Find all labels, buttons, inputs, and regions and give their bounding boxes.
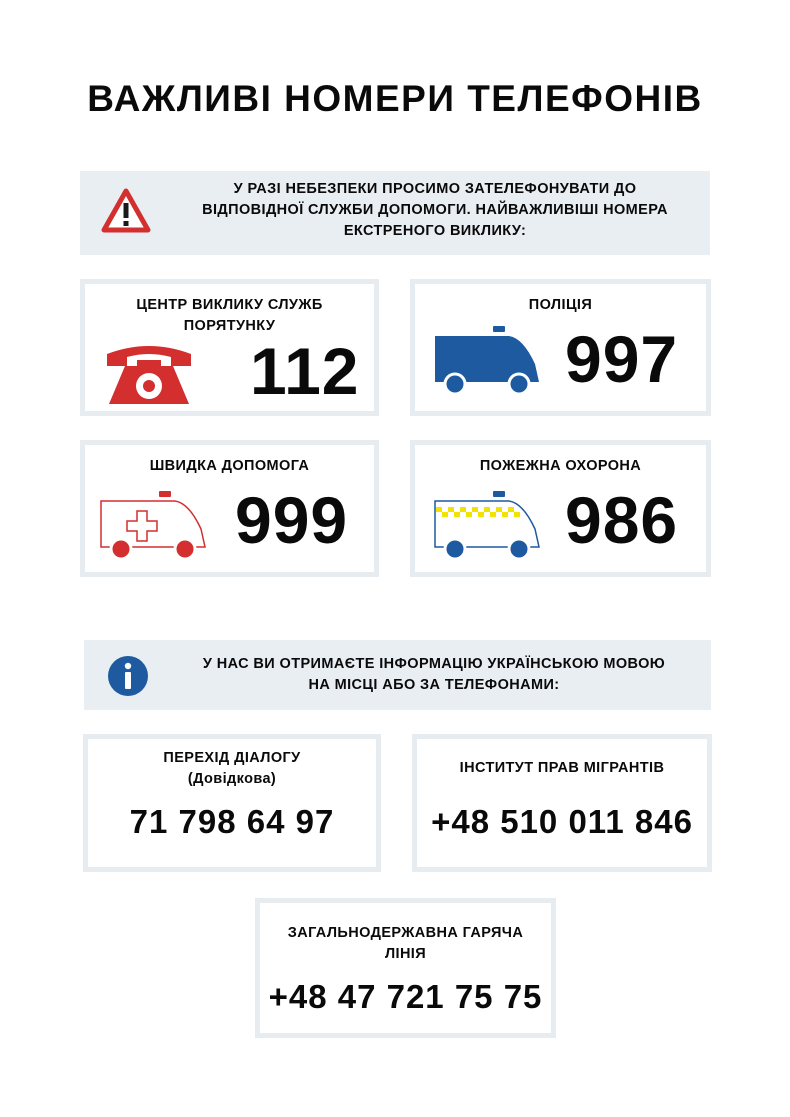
emergency-card-fire <box>410 440 711 577</box>
page-title: ВАЖЛИВІ НОМЕРИ ТЕЛЕФОНІВ <box>87 78 703 119</box>
card-label: ЦЕНТР ВИКЛИКУ СЛУЖБ ПОРЯТУНКУ <box>136 297 323 334</box>
info-text: У НАС ВИ ОТРИМАЄТЕ ІНФОРМАЦІЮ УКРАЇНСЬКОЮ МОВОЮ НА МІСЦІ АБО ЗА ТЕЛЕФОНАМИ: <box>202 656 666 693</box>
card-label: ПОЖЕЖНА ОХОРОНА <box>479 458 642 474</box>
emergency-card-rescue <box>80 279 379 416</box>
contact-number[interactable]: +48 510 011 846 <box>431 803 693 840</box>
emergency-number[interactable]: 986 <box>565 483 679 557</box>
card-label: ПОЛІЦІЯ <box>528 297 593 313</box>
contact-card-migrants <box>412 734 712 872</box>
warning-icon <box>100 187 152 235</box>
card-label: ШВИДКА ДОПОМОГА <box>149 458 310 474</box>
contact-number[interactable]: 71 798 64 97 <box>129 803 335 840</box>
info-banner <box>84 640 711 710</box>
emergency-number[interactable]: 997 <box>565 322 679 396</box>
card-label: ЗАГАЛЬНОДЕРЖАВНА ГАРЯЧА ЛІНІЯ <box>287 925 524 962</box>
card-label: ІНСТИТУТ ПРАВ МІГРАНТІВ <box>459 760 665 776</box>
contact-number[interactable]: +48 47 721 75 75 <box>268 978 543 1015</box>
emergency-number[interactable]: 112 <box>250 334 360 408</box>
contact-card-hotline <box>255 898 556 1038</box>
warning-text: У РАЗІ НЕБЕЗПЕКИ ПРОСИМО ЗАТЕЛЕФОНУВАТИ ДО ВІДПОВІДНОЇ СЛУЖБИ ДОПОМОГИ. НАЙВАЖЛИВІШІ НОМЕРА ЕКСТРЕНОГО ВИКЛИКУ: <box>202 181 668 239</box>
emergency-number[interactable]: 999 <box>235 483 349 557</box>
warning-banner <box>80 171 710 255</box>
card-label: ПЕРЕХІД ДІАЛОГУ (Довідкова) <box>163 750 301 787</box>
telephone-icon <box>103 342 195 408</box>
fire-van-icon <box>431 489 543 561</box>
info-icon <box>106 654 150 698</box>
emergency-card-police <box>410 279 711 416</box>
emergency-card-ambulance <box>80 440 379 577</box>
contact-card-dialog <box>83 734 381 872</box>
police-van-icon <box>431 324 543 396</box>
ambulance-icon <box>97 489 209 561</box>
